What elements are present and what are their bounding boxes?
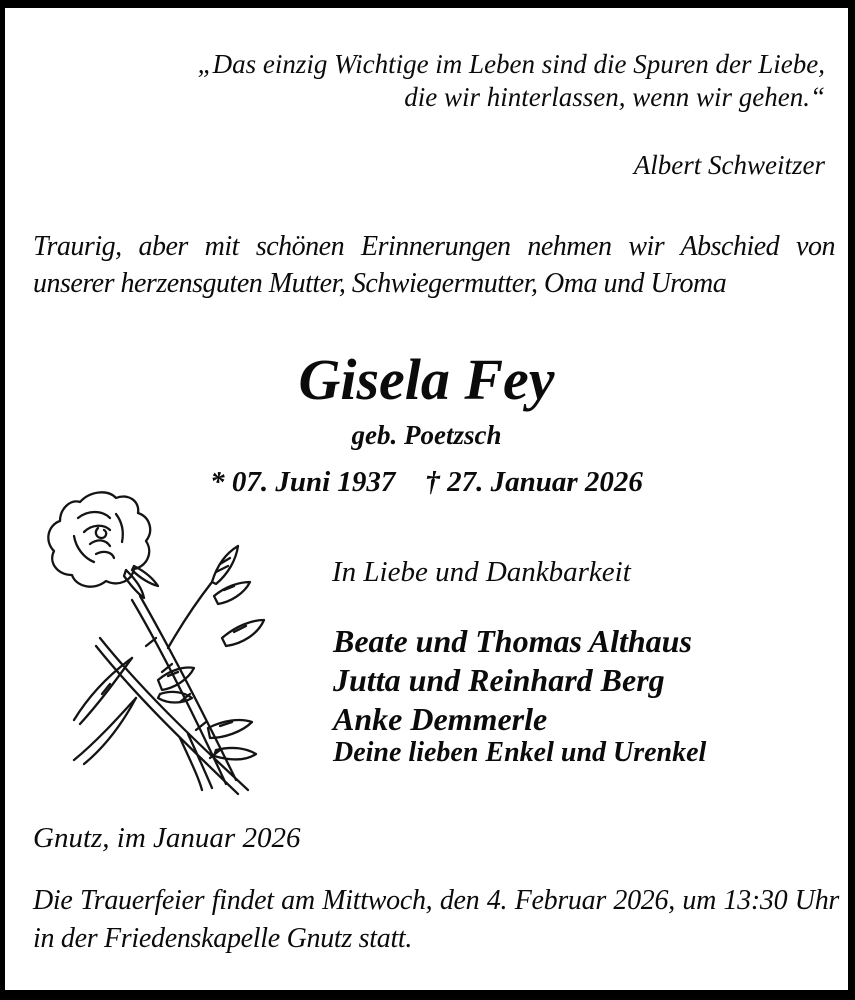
memorial-quote (198, 48, 825, 114)
rose-sketch-icon (38, 486, 306, 798)
mourner-name: Anke Demmerle (333, 701, 548, 737)
death-date: † 27. Januar 2026 (425, 466, 643, 498)
place-date-line: Gnutz, im Januar 2026 (33, 822, 301, 854)
maiden-name: geb. Poetzsch (351, 420, 502, 450)
quote-attribution: Albert Schweitzer (633, 150, 825, 180)
paper (5, 8, 848, 990)
dedication-text: In Liebe und Dankbarkeit (332, 556, 631, 588)
birth-date: * 07. Juni 1937 (210, 466, 396, 498)
intro-text: Traurig, aber mit schönen Erinnerungen nehmen wir Abschied von unserer herzensguten Mutter, Schwiegermutter, Oma und Uroma (33, 231, 835, 299)
funeral-announcement: Die Trauerfeier findet am Mittwoch, den 4. Februar 2026, um 13:30 Uhr in der Friedenskapelle Gnutz statt. (33, 885, 839, 954)
deceased-name: Gisela Fey (298, 347, 555, 412)
quote-line-1: „Das einzig Wichtige im Leben sind die Spuren der Liebe, (197, 49, 825, 79)
mourner-name: Beate und Thomas Althaus (333, 623, 692, 659)
grandchildren-line: Deine lieben Enkel und Urenkel (333, 737, 707, 768)
rose-illustration (38, 486, 306, 798)
mourner-name: Jutta und Reinhard Berg (333, 662, 665, 698)
mourners-list (333, 622, 692, 739)
quote-line-2: die wir hinterlassen, wenn wir gehen.“ (404, 82, 825, 112)
